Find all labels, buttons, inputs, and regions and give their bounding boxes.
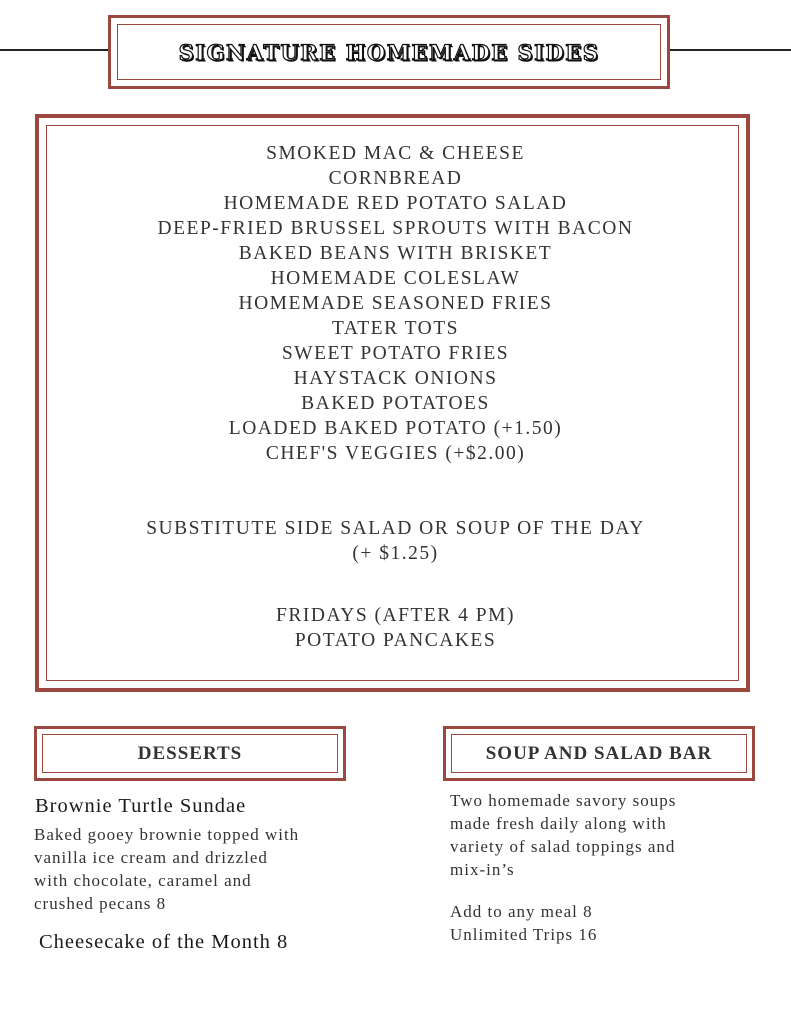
title-rule-left	[0, 49, 109, 51]
spacer	[0, 566, 791, 603]
side-item: BAKED POTATOES	[301, 393, 490, 414]
side-item: BAKED BEANS WITH BRISKET	[238, 243, 553, 264]
title-frame-inner	[117, 24, 661, 80]
desserts-header-frame	[34, 726, 346, 781]
sides-list	[0, 141, 791, 653]
substitute-line-1: SUBSTITUTE SIDE SALAD OR SOUP OF THE DAY	[146, 518, 645, 539]
desc-line: vanilla ice cream and drizzled	[34, 848, 268, 867]
desc-line: crushed pecans 8	[34, 894, 167, 913]
desc-line: with chocolate, caramel and	[34, 871, 252, 890]
side-item: HAYSTACK ONIONS	[293, 368, 498, 389]
desc-line: Two homemade savory soups	[450, 791, 677, 810]
side-item: CORNBREAD	[328, 168, 463, 189]
fridays-line-2: POTATO PANCAKES	[294, 630, 497, 651]
spacer	[0, 466, 791, 516]
side-item: HOMEMADE SEASONED FRIES	[238, 293, 553, 314]
dessert-item-name: Cheesecake of the Month 8	[39, 931, 289, 953]
page-title: SIGNATURE HOMEMADE SIDES	[178, 39, 600, 65]
title-rule-right	[669, 49, 791, 51]
desc-line: made fresh daily along with	[450, 814, 667, 833]
title-frame	[108, 15, 670, 89]
desc-line: mix-in’s	[450, 860, 515, 879]
dessert-item-description	[34, 823, 299, 915]
side-item: HOMEMADE RED POTATO SALAD	[223, 193, 568, 214]
substitute-line-2: (+ $1.25)	[352, 543, 439, 564]
side-item: SMOKED MAC & CHEESE	[266, 143, 525, 164]
side-item: LOADED BAKED POTATO (+1.50)	[228, 418, 563, 439]
side-item: DEEP-FRIED BRUSSEL SPROUTS WITH BACON	[157, 218, 634, 239]
fridays-line-1: FRIDAYS (AFTER 4 PM)	[276, 605, 515, 626]
soup-salad-description	[450, 789, 676, 881]
side-item: HOMEMADE COLESLAW	[270, 268, 521, 289]
desserts-header: DESSERTS	[42, 734, 338, 773]
soup-salad-header: SOUP AND SALAD BAR	[451, 734, 747, 773]
price-line: Unlimited Trips 16	[450, 925, 598, 944]
desc-line: variety of salad toppings and	[450, 837, 676, 856]
dessert-item-name: Brownie Turtle Sundae	[35, 795, 247, 817]
price-line: Add to any meal 8	[450, 902, 593, 921]
side-item: CHEF'S VEGGIES (+$2.00)	[265, 443, 526, 464]
soup-salad-header-frame	[443, 726, 755, 781]
side-item: TATER TOTS	[331, 318, 460, 339]
side-item: SWEET POTATO FRIES	[281, 343, 510, 364]
soup-salad-prices	[450, 900, 597, 946]
desc-line: Baked gooey brownie topped with	[34, 825, 300, 844]
